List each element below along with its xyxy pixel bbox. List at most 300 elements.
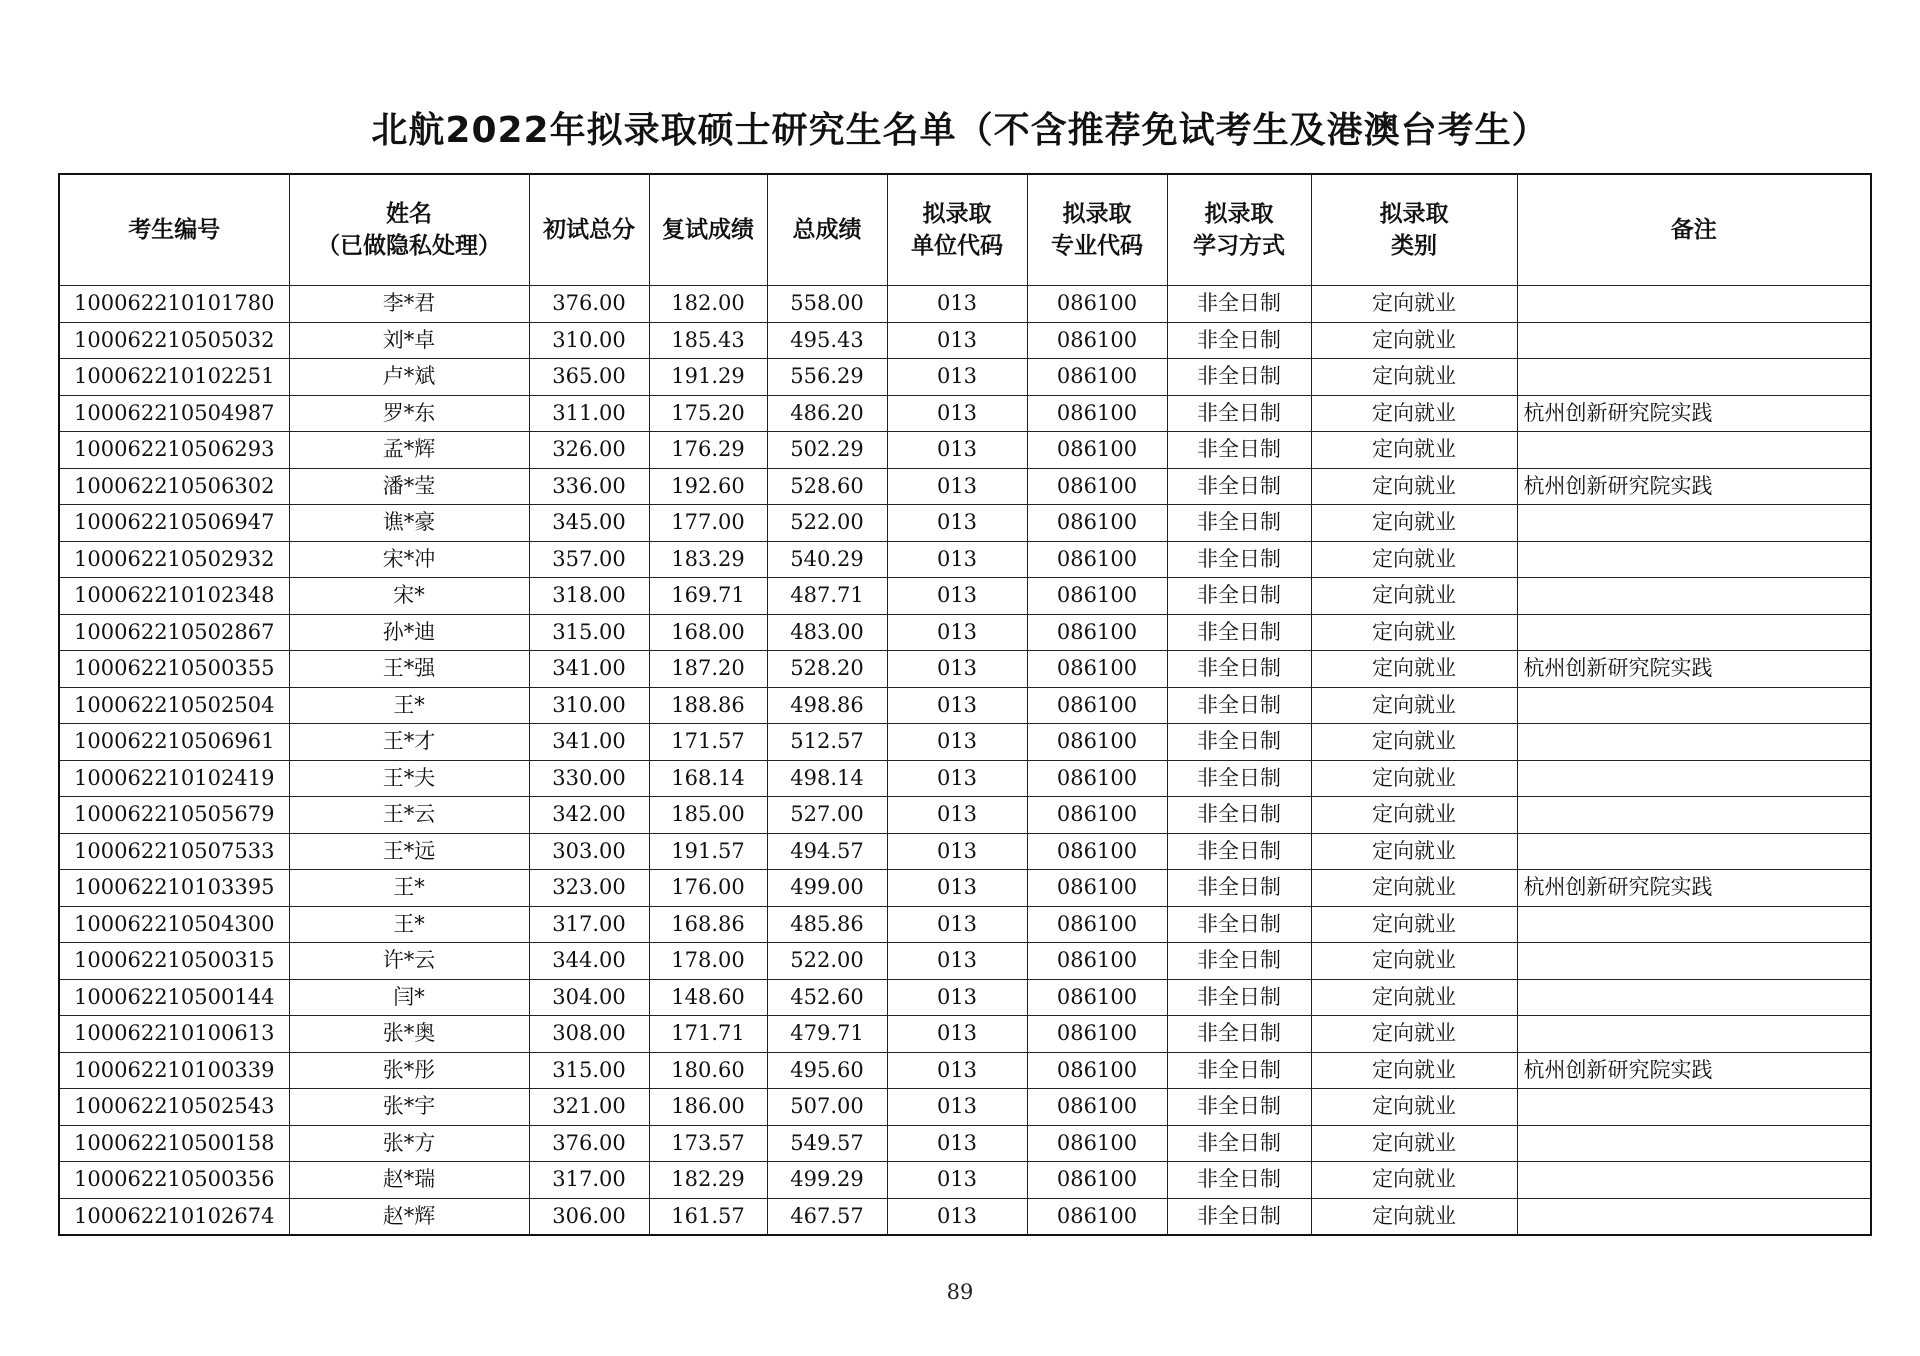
cell-unit-code: 013 bbox=[887, 833, 1027, 870]
cell-total-score: 558.00 bbox=[767, 286, 887, 323]
cell-name: 王* bbox=[289, 687, 529, 724]
cell-name: 赵*瑞 bbox=[289, 1162, 529, 1199]
column-header-line: 总成绩 bbox=[792, 217, 862, 243]
cell-total-score: 499.29 bbox=[767, 1162, 887, 1199]
cell-retest-score: 171.57 bbox=[649, 724, 767, 761]
cell-unit-code: 013 bbox=[887, 724, 1027, 761]
column-header-line: 拟录取 bbox=[1379, 201, 1449, 227]
cell-exam-id: 100062210505679 bbox=[59, 797, 289, 834]
cell-name: 王*夫 bbox=[289, 760, 529, 797]
table-row bbox=[59, 1089, 1871, 1126]
table-row bbox=[59, 870, 1871, 907]
cell-total-score: 483.00 bbox=[767, 614, 887, 651]
column-header-category bbox=[1311, 174, 1517, 286]
column-header-study-mode bbox=[1167, 174, 1311, 286]
cell-category: 定向就业 bbox=[1311, 979, 1517, 1016]
cell-initial-score: 306.00 bbox=[529, 1198, 649, 1235]
cell-unit-code: 013 bbox=[887, 614, 1027, 651]
cell-category: 定向就业 bbox=[1311, 1089, 1517, 1126]
table-row bbox=[59, 1198, 1871, 1235]
cell-total-score: 556.29 bbox=[767, 359, 887, 396]
cell-category: 定向就业 bbox=[1311, 359, 1517, 396]
cell-study-mode: 非全日制 bbox=[1167, 505, 1311, 542]
cell-initial-score: 315.00 bbox=[529, 614, 649, 651]
cell-study-mode: 非全日制 bbox=[1167, 541, 1311, 578]
cell-major-code: 086100 bbox=[1027, 286, 1167, 323]
cell-category: 定向就业 bbox=[1311, 1198, 1517, 1235]
cell-major-code: 086100 bbox=[1027, 395, 1167, 432]
cell-total-score: 549.57 bbox=[767, 1125, 887, 1162]
cell-unit-code: 013 bbox=[887, 1016, 1027, 1053]
cell-category: 定向就业 bbox=[1311, 797, 1517, 834]
cell-unit-code: 013 bbox=[887, 870, 1027, 907]
column-header-major-code bbox=[1027, 174, 1167, 286]
cell-remarks bbox=[1517, 1125, 1871, 1162]
cell-retest-score: 192.60 bbox=[649, 468, 767, 505]
cell-unit-code: 013 bbox=[887, 1198, 1027, 1235]
cell-study-mode: 非全日制 bbox=[1167, 1016, 1311, 1053]
table-row bbox=[59, 797, 1871, 834]
cell-initial-score: 315.00 bbox=[529, 1052, 649, 1089]
cell-initial-score: 310.00 bbox=[529, 322, 649, 359]
table-row bbox=[59, 651, 1871, 688]
cell-initial-score: 344.00 bbox=[529, 943, 649, 980]
table-row bbox=[59, 979, 1871, 1016]
cell-retest-score: 168.86 bbox=[649, 906, 767, 943]
cell-retest-score: 173.57 bbox=[649, 1125, 767, 1162]
cell-retest-score: 182.29 bbox=[649, 1162, 767, 1199]
cell-remarks bbox=[1517, 906, 1871, 943]
table-row bbox=[59, 505, 1871, 542]
cell-study-mode: 非全日制 bbox=[1167, 359, 1311, 396]
table-row bbox=[59, 1125, 1871, 1162]
cell-total-score: 467.57 bbox=[767, 1198, 887, 1235]
table-row bbox=[59, 359, 1871, 396]
cell-unit-code: 013 bbox=[887, 359, 1027, 396]
cell-unit-code: 013 bbox=[887, 1125, 1027, 1162]
cell-name: 谯*豪 bbox=[289, 505, 529, 542]
column-header-remarks bbox=[1517, 174, 1871, 286]
cell-name: 孟*辉 bbox=[289, 432, 529, 469]
cell-retest-score: 161.57 bbox=[649, 1198, 767, 1235]
cell-name: 王*云 bbox=[289, 797, 529, 834]
column-header-line: 姓名 bbox=[386, 201, 432, 227]
cell-exam-id: 100062210504987 bbox=[59, 395, 289, 432]
table-row bbox=[59, 541, 1871, 578]
cell-remarks: 杭州创新研究院实践 bbox=[1517, 651, 1871, 688]
cell-category: 定向就业 bbox=[1311, 1125, 1517, 1162]
cell-total-score: 479.71 bbox=[767, 1016, 887, 1053]
cell-name: 李*君 bbox=[289, 286, 529, 323]
table-row bbox=[59, 395, 1871, 432]
cell-unit-code: 013 bbox=[887, 1089, 1027, 1126]
cell-unit-code: 013 bbox=[887, 1052, 1027, 1089]
cell-total-score: 498.14 bbox=[767, 760, 887, 797]
cell-category: 定向就业 bbox=[1311, 651, 1517, 688]
column-header-line: 拟录取 bbox=[922, 201, 992, 227]
cell-exam-id: 100062210506293 bbox=[59, 432, 289, 469]
cell-total-score: 540.29 bbox=[767, 541, 887, 578]
cell-major-code: 086100 bbox=[1027, 906, 1167, 943]
cell-initial-score: 341.00 bbox=[529, 724, 649, 761]
cell-category: 定向就业 bbox=[1311, 760, 1517, 797]
cell-retest-score: 169.71 bbox=[649, 578, 767, 615]
table-row bbox=[59, 687, 1871, 724]
cell-name: 张*宇 bbox=[289, 1089, 529, 1126]
cell-major-code: 086100 bbox=[1027, 1162, 1167, 1199]
cell-study-mode: 非全日制 bbox=[1167, 760, 1311, 797]
cell-category: 定向就业 bbox=[1311, 286, 1517, 323]
cell-category: 定向就业 bbox=[1311, 1016, 1517, 1053]
cell-category: 定向就业 bbox=[1311, 614, 1517, 651]
cell-study-mode: 非全日制 bbox=[1167, 797, 1311, 834]
cell-unit-code: 013 bbox=[887, 1162, 1027, 1199]
cell-name: 罗*东 bbox=[289, 395, 529, 432]
cell-initial-score: 303.00 bbox=[529, 833, 649, 870]
cell-study-mode: 非全日制 bbox=[1167, 687, 1311, 724]
cell-major-code: 086100 bbox=[1027, 651, 1167, 688]
cell-category: 定向就业 bbox=[1311, 724, 1517, 761]
table-row bbox=[59, 943, 1871, 980]
cell-total-score: 495.60 bbox=[767, 1052, 887, 1089]
table-header bbox=[59, 174, 1871, 286]
cell-remarks bbox=[1517, 797, 1871, 834]
cell-remarks bbox=[1517, 833, 1871, 870]
cell-remarks: 杭州创新研究院实践 bbox=[1517, 395, 1871, 432]
cell-initial-score: 308.00 bbox=[529, 1016, 649, 1053]
column-header-initial-score bbox=[529, 174, 649, 286]
cell-retest-score: 176.00 bbox=[649, 870, 767, 907]
cell-exam-id: 100062210101780 bbox=[59, 286, 289, 323]
cell-retest-score: 148.60 bbox=[649, 979, 767, 1016]
column-header-exam-id bbox=[59, 174, 289, 286]
cell-major-code: 086100 bbox=[1027, 724, 1167, 761]
cell-remarks bbox=[1517, 614, 1871, 651]
cell-study-mode: 非全日制 bbox=[1167, 395, 1311, 432]
cell-exam-id: 100062210502504 bbox=[59, 687, 289, 724]
cell-remarks bbox=[1517, 1198, 1871, 1235]
admission-table bbox=[58, 173, 1872, 1236]
cell-exam-id: 100062210506961 bbox=[59, 724, 289, 761]
cell-remarks: 杭州创新研究院实践 bbox=[1517, 468, 1871, 505]
cell-total-score: 527.00 bbox=[767, 797, 887, 834]
cell-study-mode: 非全日制 bbox=[1167, 286, 1311, 323]
cell-name: 张*彤 bbox=[289, 1052, 529, 1089]
column-header-retest-score bbox=[649, 174, 767, 286]
column-header-line: 拟录取 bbox=[1204, 201, 1274, 227]
cell-remarks bbox=[1517, 724, 1871, 761]
cell-study-mode: 非全日制 bbox=[1167, 614, 1311, 651]
cell-name: 孙*迪 bbox=[289, 614, 529, 651]
cell-name: 王*强 bbox=[289, 651, 529, 688]
cell-remarks bbox=[1517, 322, 1871, 359]
cell-major-code: 086100 bbox=[1027, 797, 1167, 834]
cell-exam-id: 100062210100613 bbox=[59, 1016, 289, 1053]
cell-total-score: 498.86 bbox=[767, 687, 887, 724]
cell-initial-score: 317.00 bbox=[529, 906, 649, 943]
cell-initial-score: 341.00 bbox=[529, 651, 649, 688]
cell-exam-id: 100062210502543 bbox=[59, 1089, 289, 1126]
table-row bbox=[59, 322, 1871, 359]
table-row bbox=[59, 468, 1871, 505]
column-header-line: 复试成绩 bbox=[662, 217, 754, 243]
cell-initial-score: 326.00 bbox=[529, 432, 649, 469]
cell-initial-score: 330.00 bbox=[529, 760, 649, 797]
column-header-line: 类别 bbox=[1391, 233, 1437, 259]
cell-category: 定向就业 bbox=[1311, 505, 1517, 542]
cell-study-mode: 非全日制 bbox=[1167, 906, 1311, 943]
cell-study-mode: 非全日制 bbox=[1167, 578, 1311, 615]
cell-retest-score: 187.20 bbox=[649, 651, 767, 688]
cell-total-score: 495.43 bbox=[767, 322, 887, 359]
cell-initial-score: 376.00 bbox=[529, 1125, 649, 1162]
cell-initial-score: 336.00 bbox=[529, 468, 649, 505]
cell-total-score: 487.71 bbox=[767, 578, 887, 615]
cell-exam-id: 100062210506947 bbox=[59, 505, 289, 542]
cell-category: 定向就业 bbox=[1311, 943, 1517, 980]
cell-total-score: 452.60 bbox=[767, 979, 887, 1016]
cell-total-score: 528.60 bbox=[767, 468, 887, 505]
cell-remarks bbox=[1517, 359, 1871, 396]
cell-exam-id: 100062210502932 bbox=[59, 541, 289, 578]
cell-exam-id: 100062210500158 bbox=[59, 1125, 289, 1162]
cell-exam-id: 100062210500315 bbox=[59, 943, 289, 980]
cell-study-mode: 非全日制 bbox=[1167, 1198, 1311, 1235]
column-header-total-score bbox=[767, 174, 887, 286]
cell-exam-id: 100062210500144 bbox=[59, 979, 289, 1016]
cell-study-mode: 非全日制 bbox=[1167, 943, 1311, 980]
cell-exam-id: 100062210103395 bbox=[59, 870, 289, 907]
cell-study-mode: 非全日制 bbox=[1167, 1162, 1311, 1199]
cell-major-code: 086100 bbox=[1027, 870, 1167, 907]
cell-name: 王* bbox=[289, 870, 529, 907]
cell-name: 张*奥 bbox=[289, 1016, 529, 1053]
cell-unit-code: 013 bbox=[887, 979, 1027, 1016]
cell-initial-score: 376.00 bbox=[529, 286, 649, 323]
cell-total-score: 507.00 bbox=[767, 1089, 887, 1126]
cell-initial-score: 318.00 bbox=[529, 578, 649, 615]
cell-retest-score: 183.29 bbox=[649, 541, 767, 578]
cell-remarks bbox=[1517, 943, 1871, 980]
cell-retest-score: 176.29 bbox=[649, 432, 767, 469]
table-row bbox=[59, 614, 1871, 651]
cell-category: 定向就业 bbox=[1311, 906, 1517, 943]
cell-category: 定向就业 bbox=[1311, 833, 1517, 870]
cell-major-code: 086100 bbox=[1027, 322, 1167, 359]
cell-initial-score: 321.00 bbox=[529, 1089, 649, 1126]
cell-major-code: 086100 bbox=[1027, 359, 1167, 396]
cell-major-code: 086100 bbox=[1027, 760, 1167, 797]
cell-name: 王* bbox=[289, 906, 529, 943]
cell-unit-code: 013 bbox=[887, 432, 1027, 469]
cell-total-score: 486.20 bbox=[767, 395, 887, 432]
cell-study-mode: 非全日制 bbox=[1167, 1125, 1311, 1162]
cell-remarks: 杭州创新研究院实践 bbox=[1517, 870, 1871, 907]
cell-name: 闫* bbox=[289, 979, 529, 1016]
cell-retest-score: 186.00 bbox=[649, 1089, 767, 1126]
cell-major-code: 086100 bbox=[1027, 979, 1167, 1016]
cell-retest-score: 178.00 bbox=[649, 943, 767, 980]
cell-major-code: 086100 bbox=[1027, 614, 1167, 651]
table-body bbox=[59, 286, 1871, 1236]
cell-retest-score: 185.43 bbox=[649, 322, 767, 359]
cell-exam-id: 100062210500355 bbox=[59, 651, 289, 688]
cell-major-code: 086100 bbox=[1027, 1198, 1167, 1235]
column-header-line: 初试总分 bbox=[543, 217, 635, 243]
table-row bbox=[59, 578, 1871, 615]
table-row bbox=[59, 724, 1871, 761]
cell-name: 赵*辉 bbox=[289, 1198, 529, 1235]
column-header-line: 备注 bbox=[1670, 217, 1717, 243]
cell-remarks bbox=[1517, 1016, 1871, 1053]
cell-retest-score: 168.00 bbox=[649, 614, 767, 651]
cell-retest-score: 175.20 bbox=[649, 395, 767, 432]
cell-exam-id: 100062210502867 bbox=[59, 614, 289, 651]
column-header-name bbox=[289, 174, 529, 286]
cell-study-mode: 非全日制 bbox=[1167, 322, 1311, 359]
cell-unit-code: 013 bbox=[887, 578, 1027, 615]
cell-category: 定向就业 bbox=[1311, 322, 1517, 359]
cell-category: 定向就业 bbox=[1311, 395, 1517, 432]
cell-initial-score: 357.00 bbox=[529, 541, 649, 578]
table-row bbox=[59, 833, 1871, 870]
cell-retest-score: 191.57 bbox=[649, 833, 767, 870]
cell-remarks: 杭州创新研究院实践 bbox=[1517, 1052, 1871, 1089]
cell-category: 定向就业 bbox=[1311, 687, 1517, 724]
column-header-line: 考生编号 bbox=[128, 217, 221, 243]
cell-name: 刘*卓 bbox=[289, 322, 529, 359]
table-row bbox=[59, 906, 1871, 943]
table-row bbox=[59, 286, 1871, 323]
cell-name: 宋* bbox=[289, 578, 529, 615]
cell-initial-score: 304.00 bbox=[529, 979, 649, 1016]
cell-study-mode: 非全日制 bbox=[1167, 432, 1311, 469]
cell-major-code: 086100 bbox=[1027, 687, 1167, 724]
cell-remarks bbox=[1517, 1162, 1871, 1199]
cell-exam-id: 100062210506302 bbox=[59, 468, 289, 505]
cell-study-mode: 非全日制 bbox=[1167, 724, 1311, 761]
cell-major-code: 086100 bbox=[1027, 1016, 1167, 1053]
cell-total-score: 522.00 bbox=[767, 943, 887, 980]
cell-name: 王*远 bbox=[289, 833, 529, 870]
column-header-line: 学习方式 bbox=[1193, 233, 1285, 259]
cell-exam-id: 100062210505032 bbox=[59, 322, 289, 359]
cell-exam-id: 100062210100339 bbox=[59, 1052, 289, 1089]
cell-category: 定向就业 bbox=[1311, 578, 1517, 615]
cell-retest-score: 171.71 bbox=[649, 1016, 767, 1053]
cell-unit-code: 013 bbox=[887, 322, 1027, 359]
table-row bbox=[59, 1162, 1871, 1199]
cell-initial-score: 342.00 bbox=[529, 797, 649, 834]
cell-exam-id: 100062210504300 bbox=[59, 906, 289, 943]
cell-name: 潘*莹 bbox=[289, 468, 529, 505]
table-row bbox=[59, 432, 1871, 469]
cell-retest-score: 180.60 bbox=[649, 1052, 767, 1089]
cell-unit-code: 013 bbox=[887, 541, 1027, 578]
cell-major-code: 086100 bbox=[1027, 578, 1167, 615]
cell-major-code: 086100 bbox=[1027, 943, 1167, 980]
cell-initial-score: 323.00 bbox=[529, 870, 649, 907]
cell-major-code: 086100 bbox=[1027, 505, 1167, 542]
cell-unit-code: 013 bbox=[887, 797, 1027, 834]
column-header-line: （已做隐私处理） bbox=[317, 233, 501, 259]
cell-remarks bbox=[1517, 760, 1871, 797]
cell-category: 定向就业 bbox=[1311, 541, 1517, 578]
cell-major-code: 086100 bbox=[1027, 541, 1167, 578]
cell-exam-id: 100062210102419 bbox=[59, 760, 289, 797]
cell-major-code: 086100 bbox=[1027, 1052, 1167, 1089]
cell-initial-score: 311.00 bbox=[529, 395, 649, 432]
cell-unit-code: 013 bbox=[887, 468, 1027, 505]
cell-category: 定向就业 bbox=[1311, 1162, 1517, 1199]
table-row bbox=[59, 1016, 1871, 1053]
cell-unit-code: 013 bbox=[887, 906, 1027, 943]
column-header-line: 拟录取 bbox=[1062, 201, 1132, 227]
cell-name: 卢*斌 bbox=[289, 359, 529, 396]
cell-remarks bbox=[1517, 1089, 1871, 1126]
cell-remarks bbox=[1517, 979, 1871, 1016]
cell-major-code: 086100 bbox=[1027, 1089, 1167, 1126]
cell-total-score: 485.86 bbox=[767, 906, 887, 943]
cell-unit-code: 013 bbox=[887, 760, 1027, 797]
cell-name: 许*云 bbox=[289, 943, 529, 980]
cell-category: 定向就业 bbox=[1311, 468, 1517, 505]
cell-exam-id: 100062210102348 bbox=[59, 578, 289, 615]
cell-initial-score: 345.00 bbox=[529, 505, 649, 542]
cell-total-score: 499.00 bbox=[767, 870, 887, 907]
cell-exam-id: 100062210102251 bbox=[59, 359, 289, 396]
cell-remarks bbox=[1517, 286, 1871, 323]
column-header-line: 专业代码 bbox=[1051, 233, 1143, 259]
table-row bbox=[59, 760, 1871, 797]
cell-remarks bbox=[1517, 687, 1871, 724]
cell-retest-score: 182.00 bbox=[649, 286, 767, 323]
cell-category: 定向就业 bbox=[1311, 432, 1517, 469]
cell-retest-score: 191.29 bbox=[649, 359, 767, 396]
cell-total-score: 528.20 bbox=[767, 651, 887, 688]
header-row bbox=[59, 174, 1871, 286]
cell-unit-code: 013 bbox=[887, 395, 1027, 432]
cell-exam-id: 100062210102674 bbox=[59, 1198, 289, 1235]
cell-study-mode: 非全日制 bbox=[1167, 1089, 1311, 1126]
cell-remarks bbox=[1517, 541, 1871, 578]
cell-unit-code: 013 bbox=[887, 687, 1027, 724]
cell-initial-score: 365.00 bbox=[529, 359, 649, 396]
cell-initial-score: 310.00 bbox=[529, 687, 649, 724]
cell-total-score: 522.00 bbox=[767, 505, 887, 542]
cell-exam-id: 100062210500356 bbox=[59, 1162, 289, 1199]
cell-retest-score: 168.14 bbox=[649, 760, 767, 797]
cell-major-code: 086100 bbox=[1027, 432, 1167, 469]
cell-total-score: 502.29 bbox=[767, 432, 887, 469]
page-number: 89 bbox=[946, 1280, 974, 1304]
cell-unit-code: 013 bbox=[887, 651, 1027, 688]
table-row bbox=[59, 1052, 1871, 1089]
cell-study-mode: 非全日制 bbox=[1167, 870, 1311, 907]
cell-category: 定向就业 bbox=[1311, 1052, 1517, 1089]
cell-major-code: 086100 bbox=[1027, 468, 1167, 505]
cell-name: 宋*冲 bbox=[289, 541, 529, 578]
admission-table-container bbox=[58, 173, 1870, 1236]
cell-unit-code: 013 bbox=[887, 943, 1027, 980]
cell-study-mode: 非全日制 bbox=[1167, 979, 1311, 1016]
cell-total-score: 494.57 bbox=[767, 833, 887, 870]
cell-study-mode: 非全日制 bbox=[1167, 651, 1311, 688]
cell-study-mode: 非全日制 bbox=[1167, 468, 1311, 505]
cell-name: 张*方 bbox=[289, 1125, 529, 1162]
cell-name: 王*才 bbox=[289, 724, 529, 761]
cell-exam-id: 100062210507533 bbox=[59, 833, 289, 870]
